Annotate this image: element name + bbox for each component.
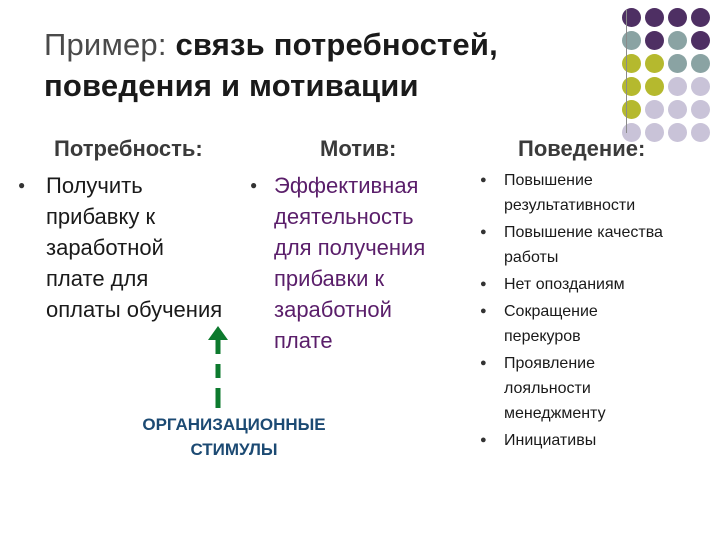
- bullet-icon: ●: [480, 357, 487, 369]
- decorative-dot: [645, 54, 664, 73]
- decorative-dot: [645, 100, 664, 119]
- behavior-item: [480, 428, 710, 453]
- motive-bullet: ●: [250, 178, 258, 192]
- decorative-dot: [691, 8, 710, 27]
- behavior-item-label: Проявление лояльности менеджменту: [504, 355, 606, 422]
- decorative-divider-line: [626, 10, 627, 133]
- decorative-dot: [691, 54, 710, 73]
- decorative-dot: [668, 100, 687, 119]
- need-bullet: ●: [18, 178, 26, 192]
- up-arrow-icon: [206, 326, 230, 412]
- need-text: Получить прибавку к заработной плате для оплаты обучения: [46, 173, 223, 322]
- bullet-icon: ●: [480, 434, 487, 446]
- decorative-dot: [645, 77, 664, 96]
- bullet-icon: ●: [480, 174, 487, 186]
- need-header: Потребность:: [54, 136, 203, 161]
- behavior-item-label: Нет опозданиям: [504, 276, 625, 293]
- decorative-dot: [622, 31, 641, 50]
- decorative-dot: [645, 123, 664, 142]
- decorative-dot: [622, 8, 641, 27]
- decorative-dot: [691, 31, 710, 50]
- title-prefix: Пример:: [44, 27, 176, 62]
- decorative-dot: [645, 8, 664, 27]
- behavior-item: [480, 220, 710, 270]
- decorative-dot: [622, 100, 641, 119]
- bullet-icon: ●: [480, 226, 487, 238]
- behavior-header: Поведение:: [518, 136, 646, 161]
- behavior-item-label: Инициативы: [504, 432, 597, 449]
- slide-title: [44, 24, 498, 106]
- behavior-item-label: Повышение результативности: [504, 172, 636, 214]
- decorative-dot: [622, 77, 641, 96]
- decorative-dot: [622, 54, 641, 73]
- decorative-dot: [668, 123, 687, 142]
- behavior-list: [480, 168, 710, 455]
- behavior-item: [480, 168, 710, 218]
- decorative-dot: [645, 31, 664, 50]
- behavior-item-label: Сокращение перекуров: [504, 303, 598, 345]
- behavior-item-label: Повышение качества работы: [504, 224, 663, 266]
- bullet-icon: ●: [480, 305, 487, 317]
- motive-text: Эффективная деятельность для получения прибавки к заработной плате: [274, 173, 426, 353]
- bullet-icon: ●: [480, 278, 487, 290]
- behavior-item: [480, 272, 710, 297]
- decorative-dot-grid: [622, 8, 718, 143]
- decorative-dot: [691, 77, 710, 96]
- decorative-dot: [668, 8, 687, 27]
- motive-header: Мотив:: [320, 136, 397, 161]
- decorative-dot: [691, 123, 710, 142]
- behavior-item: [480, 299, 710, 349]
- decorative-dot: [668, 54, 687, 73]
- title-main-line2: поведения и мотивации: [44, 68, 419, 103]
- title-main-line1: связь потребностей,: [175, 27, 498, 62]
- behavior-item: [480, 351, 710, 426]
- decorative-dot: [668, 77, 687, 96]
- decorative-dot: [668, 31, 687, 50]
- organizational-stimuli-label: ОРГАНИЗАЦИОННЫЕ СТИМУЛЫ: [142, 415, 326, 459]
- decorative-dot: [691, 100, 710, 119]
